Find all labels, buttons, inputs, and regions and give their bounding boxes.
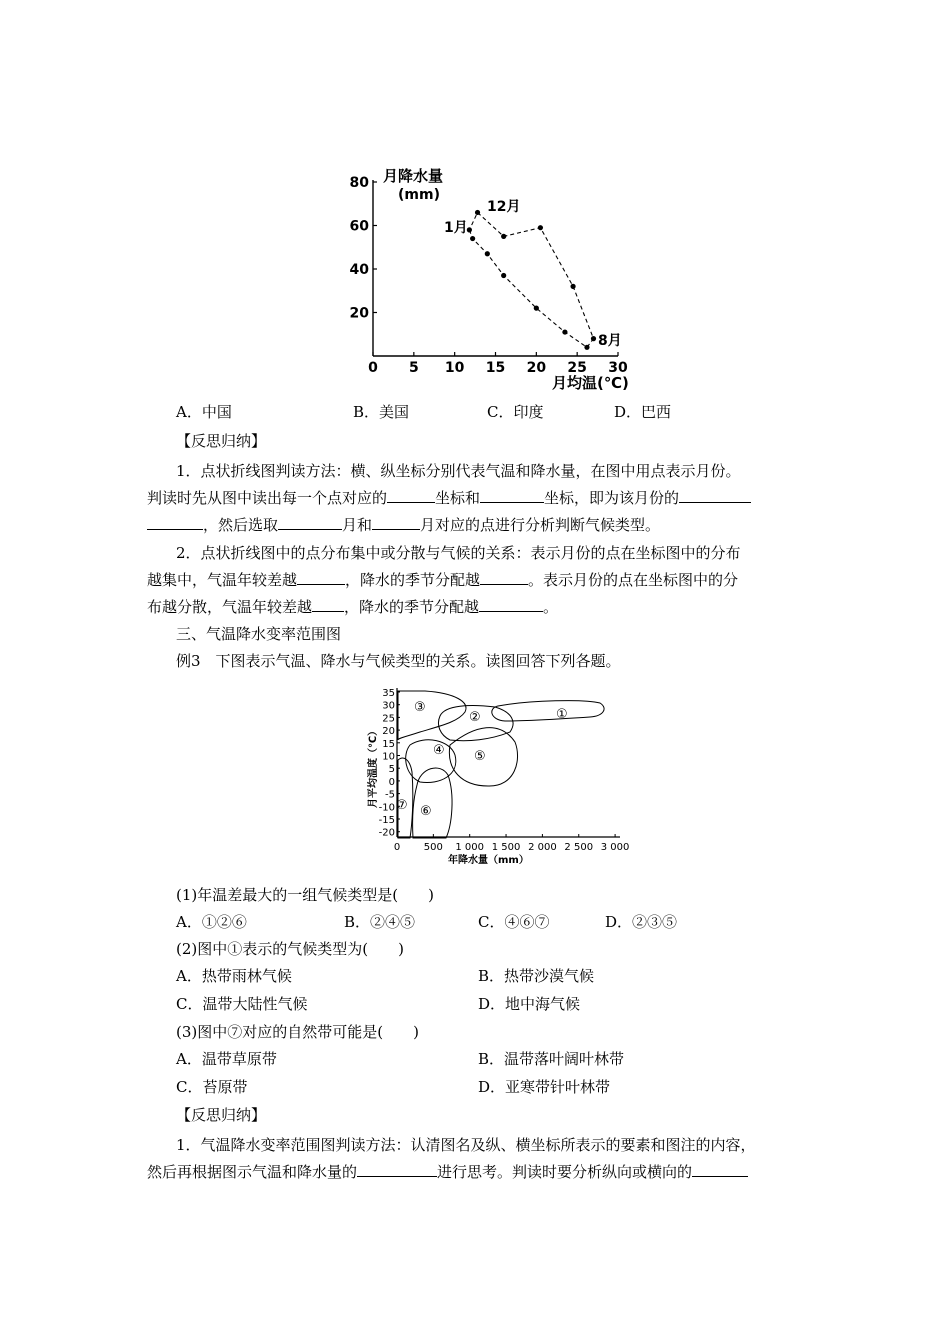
chart2-xtick-label: 0 [393, 842, 401, 853]
text: ，降水的季节分配越 [344, 598, 480, 616]
chart2-xtick-label: 1 000 [455, 842, 485, 853]
month-point-5月 [534, 306, 539, 311]
q2-option-c: C．温带大陆性气候 [176, 995, 308, 1013]
region-7-label: ⑦ [396, 798, 408, 813]
month-point-8月 [591, 336, 596, 341]
chart1-dashed-line [469, 213, 593, 348]
text: 坐标和 [435, 489, 481, 507]
q1-option-a: A．①②⑥ [176, 913, 247, 931]
blank [147, 515, 203, 530]
label-aug: 8月 [598, 333, 622, 349]
text: 判读时先从图中读出每一个点对应的 [147, 489, 388, 507]
chart2-ytick-label: 5 [388, 764, 395, 776]
region-6-label: ⑥ [420, 804, 432, 819]
chart2-ylabel: 月平均温度（℃） [368, 725, 379, 808]
question-3: (3)图中⑦对应的自然带可能是( ) [176, 1023, 419, 1041]
option-c: C．印度 [487, 403, 544, 421]
question-1: (1)年温差最大的一组气候类型是( ) [176, 886, 434, 904]
para3-line2 [147, 1162, 748, 1182]
option-b: B．美国 [353, 403, 410, 421]
chart2-ytick-label: -15 [378, 815, 395, 826]
text: 进行思考。判读时要分析纵向或横向的 [437, 1163, 693, 1181]
chart1-yunit: (mm) [398, 187, 440, 203]
blank [679, 488, 751, 503]
blank [480, 488, 544, 503]
month-point-6月 [562, 329, 567, 334]
chart1-ytick-label: 60 [349, 218, 369, 235]
q3-option-d: D．亚寒带针叶林带 [478, 1078, 611, 1096]
example-3: 例3 下图表示气温、降水与气候类型的关系。读图回答下列各题。 [176, 652, 621, 670]
blank [479, 597, 543, 612]
text: 然后再根据图示气温和降水量的 [147, 1163, 358, 1181]
blank [278, 515, 342, 530]
chart1-xtick-label: 5 [408, 360, 419, 376]
text: 布越分散，气温年较差越 [147, 598, 313, 616]
month-point-12月 [475, 210, 480, 215]
para2-line2 [147, 570, 738, 590]
chart1-xtick-label: 20 [526, 360, 547, 376]
label-jan: 1月 [444, 220, 468, 236]
para3-line1: 1．气温降水变率范围图判读方法：认清图名及纵、横坐标所表示的要素和图注的内容， [176, 1136, 756, 1154]
blank [297, 570, 345, 585]
chart2-xtick-label: 2 000 [528, 842, 557, 853]
month-point-11月 [501, 234, 506, 239]
month-point-3月 [485, 251, 490, 256]
month-point-4月 [501, 273, 506, 278]
chart1-ytick-label: 20 [349, 305, 369, 322]
chart1-xlabel: 月均温(℃) [552, 374, 629, 392]
region-3-outline [398, 691, 466, 740]
reflection-heading-2: 【反思归纳】 [176, 1106, 267, 1124]
chart1-xtick-label: 0 [368, 360, 378, 376]
chart1-ytick-label: 80 [349, 175, 369, 191]
region-1-label: ① [556, 707, 568, 722]
q3-option-b: B．温带落叶阔叶林带 [478, 1050, 625, 1068]
para2-line3 [147, 597, 558, 617]
blank [372, 515, 420, 530]
blank [357, 1162, 437, 1177]
reflection-heading-1: 【反思归纳】 [176, 432, 267, 450]
chart2-ytick-label: -5 [385, 789, 395, 801]
q1-option-b: B．②④⑤ [344, 913, 416, 931]
chart1-xtick-label: 15 [485, 360, 506, 376]
chart2-ytick-label: 25 [382, 713, 395, 725]
blank [480, 570, 528, 585]
text: 坐标，即为该月份的 [544, 489, 680, 507]
q3-option-a: A．温带草原带 [176, 1050, 277, 1068]
region-2-label: ② [469, 710, 481, 725]
text: ，降水的季节分配越 [345, 571, 481, 589]
q1-option-d: D．②③⑤ [605, 913, 678, 931]
text: 月对应的点进行分析判断气候类型。 [420, 516, 661, 534]
chart2-ytick-label: 10 [382, 751, 395, 763]
chart1-ytick-label: 40 [349, 262, 369, 278]
chart2-ytick-label: 35 [382, 688, 395, 699]
month-point-2月 [470, 236, 475, 241]
text: ，然后选取 [203, 516, 279, 534]
q2-option-d: D．地中海气候 [478, 995, 581, 1013]
q1-option-c: C．④⑥⑦ [478, 913, 550, 931]
question-2: (2)图中①表示的气候类型为( ) [176, 940, 404, 958]
text: 。 [543, 598, 559, 616]
label-dec: 12月 [487, 199, 521, 215]
chart1-xtick-label: 25 [567, 360, 587, 376]
option-a: A．中国 [176, 403, 232, 421]
chart1-ylabel: 月降水量 [383, 167, 444, 185]
month-point-9月 [570, 284, 575, 289]
text: 越集中，气温年较差越 [147, 571, 298, 589]
chart2-ytick-label: 30 [382, 700, 395, 712]
month-point-10月 [538, 225, 543, 230]
para1-line1: 1．点状折线图判读方法：横、纵坐标分别代表气温和降水量，在图中用点表示月份。 [176, 462, 741, 480]
chart2-xtick-label: 3 000 [600, 842, 630, 853]
text: 月和 [342, 516, 373, 534]
region-4-label: ④ [433, 743, 445, 758]
text: 。表示月份的点在坐标图中的分 [528, 571, 739, 589]
para1-line3 [147, 515, 660, 535]
chart2-ytick-label: -20 [378, 827, 395, 839]
region-3-label: ③ [414, 700, 426, 715]
chart2-xtick-label: 2 500 [564, 842, 594, 853]
chart2-ytick-label: 0 [388, 776, 395, 788]
month-point-7月 [584, 345, 589, 350]
chart2-xtick-label: 1 500 [491, 842, 521, 853]
blank [692, 1162, 748, 1177]
para2-line1: 2．点状折线图中的点分布集中或分散与气候的关系：表示月份的点在坐标图中的分布 [176, 544, 741, 562]
option-d: D．巴西 [614, 403, 672, 421]
chart2-ytick-label: 15 [382, 738, 395, 750]
q2-option-a: A．热带雨林气候 [176, 967, 292, 985]
region-1-outline [492, 701, 604, 721]
q3-option-c: C．苔原带 [176, 1078, 248, 1096]
climate-range-diagram [355, 682, 630, 867]
region-6-outline [413, 768, 452, 838]
para1-line2 [147, 488, 751, 508]
section-3-heading: 三、气温降水变率范围图 [176, 625, 342, 643]
chart2-xtick-label: 500 [423, 842, 443, 853]
chart1-xtick-label: 10 [444, 360, 465, 376]
blank [312, 597, 344, 612]
climate-scatter-chart [340, 160, 650, 395]
chart2-ytick-label: 20 [382, 726, 395, 738]
blank [387, 488, 435, 503]
chart2-ytick-label: -10 [378, 802, 395, 814]
chart2-xlabel: 年降水量（mm） [448, 855, 529, 866]
q2-option-b: B．热带沙漠气候 [478, 967, 595, 985]
chart1-xtick-label: 30 [608, 360, 628, 376]
region-5-label: ⑤ [474, 749, 486, 764]
